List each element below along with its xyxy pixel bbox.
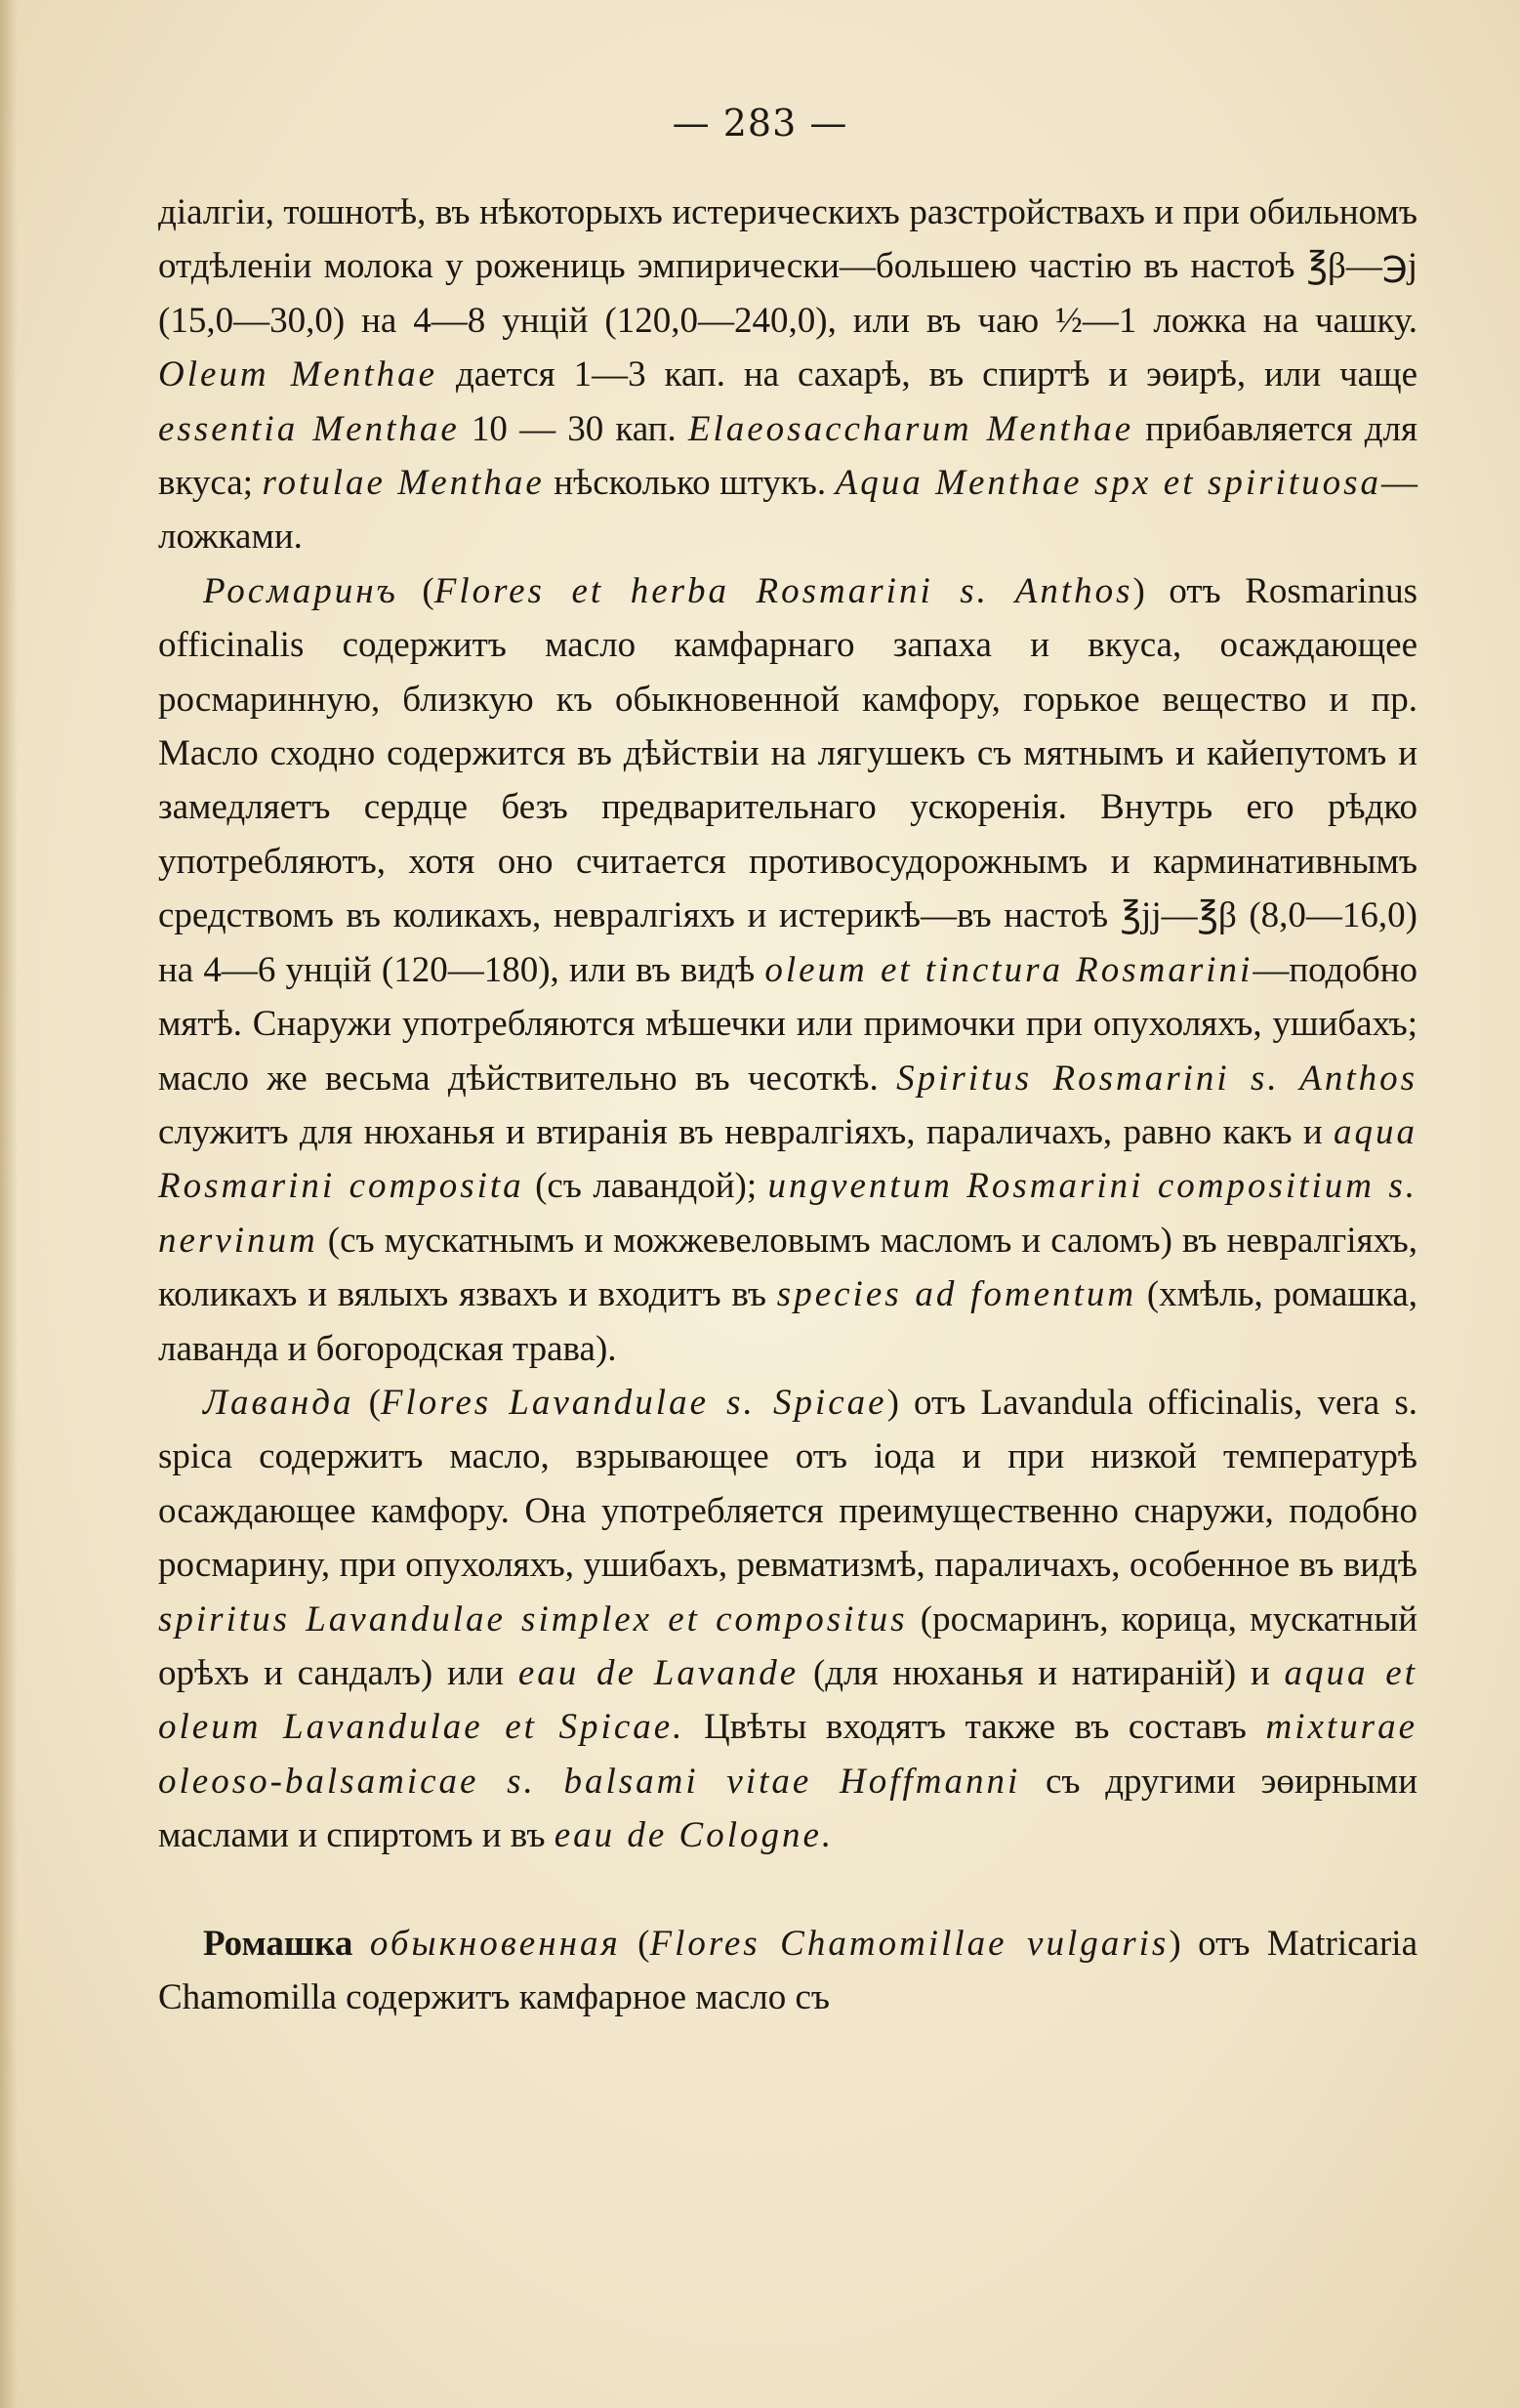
text-run: (съ лавандой); — [523, 1166, 768, 1207]
latin-term: rotulae Menthae — [262, 463, 545, 504]
paragraph-chamomile — [158, 1917, 1417, 2025]
text-run: ( — [353, 1382, 381, 1423]
latin-term: Flores Chamomillae vulgaris — [649, 1923, 1170, 1964]
latin-term: Flores et herba Rosmarini s. Anthos — [433, 570, 1133, 611]
latin-term: eau de Cologne. — [554, 1815, 835, 1856]
text-run: —подобно мятѣ. Снаружи употребляются мѣшечки или примочки при опухоляхъ, ушибахъ; масло же весьма дѣйствительно въ чесоткѣ. — [158, 949, 1417, 1099]
text-run: 10 — 30 кап. — [459, 408, 688, 449]
text-run: —ложками. — [158, 463, 1417, 558]
latin-term: ungventum Rosmarini compositium s. nervinum — [158, 1166, 1417, 1261]
latin-term: Flores Lavandulae s. Spicae — [380, 1382, 887, 1423]
latin-term: Oleum Menthae — [158, 354, 438, 395]
text-run: діалгіи, тошнотѣ, въ нѣкоторыхъ истерическихъ разстройствахъ и при обильномъ отдѣленіи молока у рожениць эмпирически—большею частію въ настоѣ ℥β—℈j (15,0—30,0) на 4—8 унцій (120,0—240,0), или въ чаю ½—1 ложка на чашку. — [158, 192, 1417, 341]
text-run: Цвѣты входятъ также въ составъ — [684, 1707, 1266, 1748]
latin-term: aqua Rosmarini composita — [158, 1111, 1417, 1207]
latin-term: aqua et oleum Lavandulae et Spicae. — [158, 1652, 1417, 1748]
latin-term: essentia Menthae — [158, 408, 460, 449]
paragraph-rosemary — [158, 564, 1417, 1376]
latin-term: Elaeosaccharum Menthae — [687, 408, 1134, 449]
text-run: дается 1—3 кап. на сахарѣ, въ спиртѣ и эөирѣ, или чаще — [437, 354, 1417, 395]
text-run: (съ мускатнымъ и можжевеловымъ масломъ и саломъ) въ невралгіяхъ, коликахъ и вялыхъ язвахъ и входитъ въ — [158, 1220, 1417, 1315]
page-number: — 283 — — [672, 102, 848, 145]
text-run: нѣсколько штукъ. — [544, 463, 836, 504]
latin-term: species ad fomentum — [776, 1274, 1137, 1315]
text-run: служитъ для нюханья и втиранія въ невралгіяхъ, параличахъ, равно какъ и — [158, 1111, 1334, 1152]
text-run: (для нюханья и натираній) и — [799, 1652, 1285, 1693]
text-run: съ другими эөирными маслами и спиртомъ и въ — [158, 1761, 1418, 1856]
latin-term: Aqua Menthae spx et spirituosa — [835, 463, 1381, 504]
text-run: ) отъ Rosmarinus officinalis содержитъ масло камфарнаго запаха и вкуса, осаждающее росмаринную, близкую къ обыкновенной камфору, горькое вещество и пр. Масло сходно содержится въ дѣйствіи на лягушекъ съ мятнымъ и кайепутомъ и замедляетъ сердце безъ предварительнаго ускоренія. Внутрь его рѣдко употребляютъ, хотя оно считается противосудорожнымъ и карминативнымъ средствомъ въ коликахъ, невралгіяхъ и истерикѣ—въ настоѣ ℥jj—℥β (8,0—16,0) на 4—6 унцій (120—180), или въ видѣ — [158, 570, 1417, 990]
latin-term: обыкновенная — [369, 1923, 621, 1964]
paragraph-mint-continued — [158, 186, 1417, 564]
text-run — [352, 1924, 369, 1964]
text-run: Ромашка — [203, 1923, 353, 1964]
text-run: ( — [397, 570, 434, 611]
latin-term: Росмаринъ — [203, 570, 398, 611]
latin-term: oleum et tinctura Rosmarini — [764, 949, 1253, 990]
text-run: (хмѣль, ромашка, лаванда и богородская трава). — [158, 1274, 1417, 1369]
text-run: (росмаринъ, корица, мускатный орѣхъ и сандалъ) или — [158, 1598, 1418, 1693]
text-run: ( — [620, 1923, 650, 1964]
latin-term: eau de Lavande — [517, 1652, 800, 1693]
latin-term: Spiritus Rosmarini s. Anthos — [896, 1058, 1418, 1099]
text-run: прибавляется для вкуса; — [158, 408, 1417, 504]
page-edge-shadow — [0, 0, 18, 2408]
latin-term: Лаванда — [203, 1382, 354, 1423]
text-run: ) отъ Matricaria Chamomilla содержитъ камфарное масло съ — [158, 1923, 1417, 2017]
paragraph-lavender — [158, 1376, 1417, 1863]
text-run: ) отъ Lavandula officinalis, vera s. spica содержитъ масло, взрывающее отъ іода и при низкой температурѣ осаждающее камфору. Она употребляется преимущественно снаружи, подобно росмарину, при опухоляхъ, ушибахъ, ревматизмѣ, параличахъ, особенное въ видѣ — [158, 1382, 1417, 1586]
latin-term: spiritus Lavandulae simplex et compositus — [158, 1598, 908, 1640]
latin-term: mixturae oleoso-balsamicae s. balsami vitae Hoffmanni — [158, 1707, 1418, 1802]
body-text — [158, 186, 1417, 2024]
